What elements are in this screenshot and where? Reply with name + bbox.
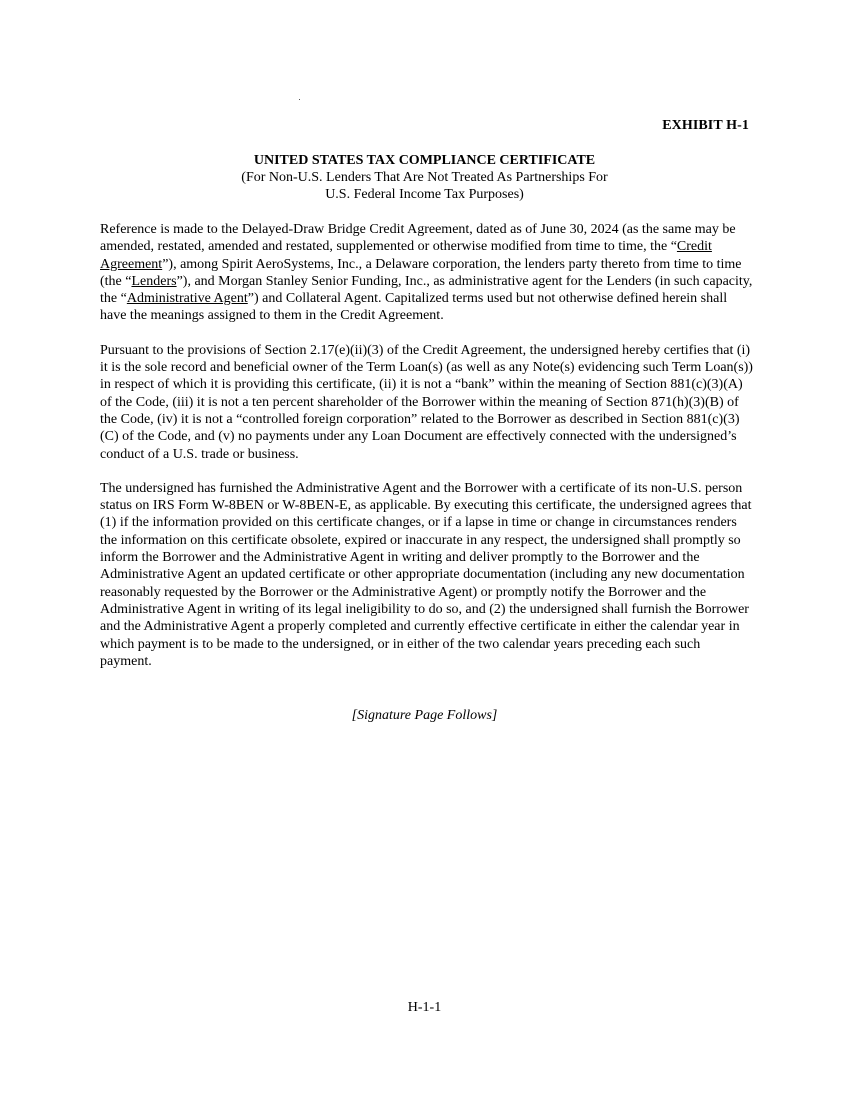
stray-mark <box>299 99 300 100</box>
document-title: UNITED STATES TAX COMPLIANCE CERTIFICATE <box>253 153 596 168</box>
paragraph-reference-text-3: ”), and Morgan Stanley Senior Funding, Inc., as administrative agent for the Lenders (in such capacity, the “ <box>100 273 753 307</box>
paragraph-reference <box>100 221 755 325</box>
document-subtitle-line-2: U.S. Federal Income Tax Purposes) <box>325 187 524 202</box>
defined-term-credit-agreement: Credit Agreement <box>100 239 712 272</box>
paragraph-reference-text-1: Reference is made to the Delayed-Draw Bridge Credit Agreement, dated as of June 30, 2024 (as the same may be amended, restated, amended and restated, supplemented or otherwise modified from time to time, the “ <box>100 222 736 255</box>
document-subtitle-line-1: (For Non-U.S. Lenders That Are Not Treated As Partnerships For <box>241 170 608 185</box>
paragraph-reference-text-2: ”), among Spirit AeroSystems, Inc., a Delaware corporation, the lenders party thereto from time to time (the “ <box>100 256 742 289</box>
document-body <box>100 221 755 687</box>
exhibit-label: EXHIBIT H-1 <box>662 118 749 133</box>
signature-page-note: [Signature Page Follows] <box>351 708 498 723</box>
defined-term-administrative-agent: Administrative Agent <box>126 291 248 307</box>
paragraph-reference-text-4: ”) and Collateral Agent. Capitalized terms used but not otherwise defined herein shall have the meanings assigned to them in the Credit Agreement. <box>100 291 728 324</box>
page-number: H-1-1 <box>407 1000 442 1015</box>
title-block <box>100 152 749 203</box>
defined-term-lenders: Lenders <box>131 273 177 289</box>
paragraph-undertaking: The undersigned has furnished the Administrative Agent and the Borrower with a certificate of its non-U.S. person status on IRS Form W-8BEN or W-8BEN-E, as applicable. By executing this certificate, the undersigned agrees that (1) if the information provided on this certificate changes, or if a lapse in time or change in circumstances renders the information on this certificate obsolete, expired or inaccurate in any respect, the undersigned shall promptly so inform the Borrower and the Administrative Agent in writing and deliver promptly to the Borrower and the Administrative Agent an updated certificate or other appropriate documentation (including any new documentation reasonably requested by the Borrower or the Administrative Agent) or promptly notify the Borrower and the Administrative Agent in writing of its legal ineligibility to do so, and (2) the undersigned shall furnish the Borrower and the Administrative Agent a properly completed and currently effective certificate in either the calendar year in which payment is to be made to the undersigned, or in either of the two calendar years preceding each such payment. <box>100 480 752 669</box>
paragraph-certification: Pursuant to the provisions of Section 2.17(e)(ii)(3) of the Credit Agreement, the undersigned hereby certifies that (i) it is the sole record and beneficial owner of the Term Loan(s) (as well as any Note(s) evidencing such Term Loan(s)) in respect of which it is providing this certificate, (ii) it is not a “bank” within the meaning of Section 881(c)(3)(A) of the Code, (iii) it is not a ten percent shareholder of the Borrower within the meaning of Section 871(h)(3)(B) of the Code, (iv) it is not a “controlled foreign corporation” related to the Borrower as described in Section 881(c)(3)(C) of the Code, and (v) no payments under any Loan Document are effectively connected with the undersigned’s conduct of a U.S. trade or business. <box>100 342 753 462</box>
